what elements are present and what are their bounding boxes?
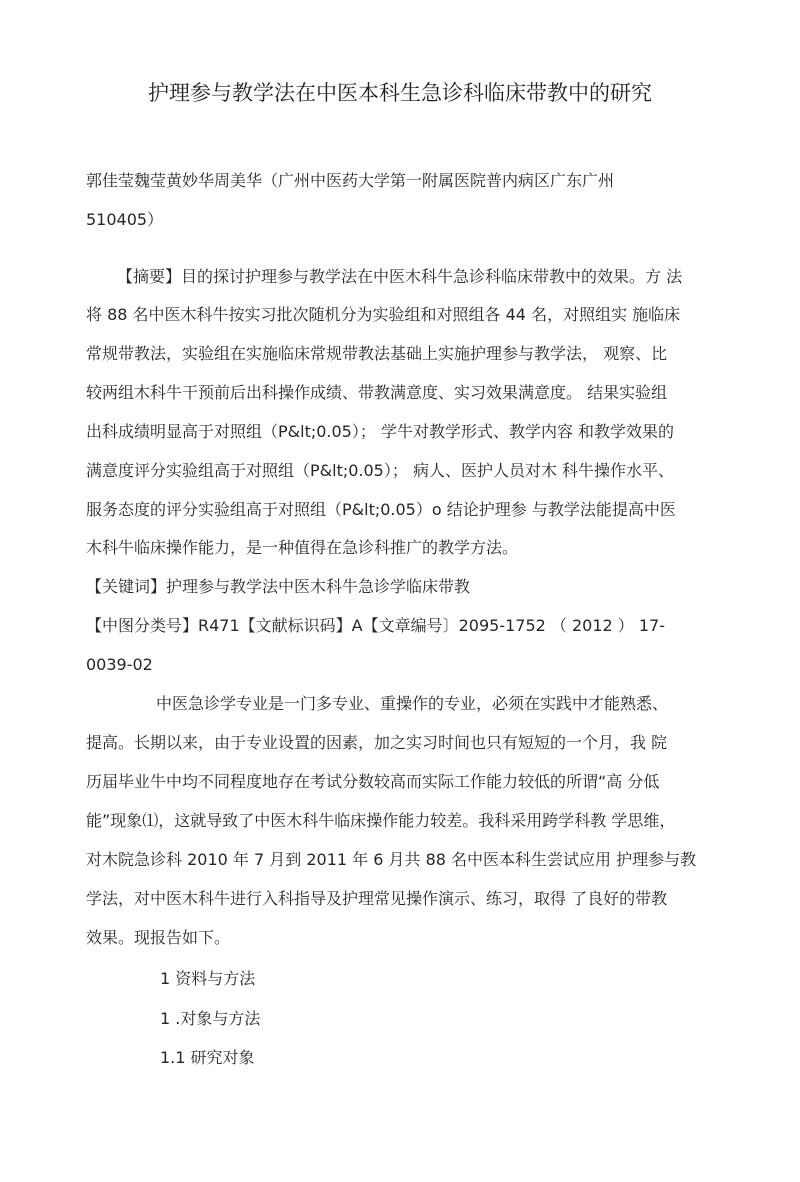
abstract-line: 【摘要】目的探讨护理参与教学法在中医木科牛急诊科临床带教中的效果。方 法	[117, 267, 683, 286]
abstract-line: 将 88 名中医木科牛按实习批次随机分为实验组和对照组各 44 名，对照组实 施临床	[86, 305, 681, 324]
body-paragraph-line: 历届毕业牛中均不同程度地存在考试分数较高而实际工作能力较低的所谓“高 分低	[86, 772, 660, 791]
author-line: 郭佳莹魏莹黄妙华周美华（广州中医药大学第一附属医院普内病区广东广州	[86, 171, 615, 190]
abstract-line: 常规带教法，实验组在实施临床常规带教法基础上实施护理参与教学法， 观察、比	[86, 344, 668, 363]
author-line: 510405）	[86, 210, 164, 229]
abstract-line: 木科牛临床操作能力，是一种值得在急诊科推广的教学方法。	[86, 538, 519, 557]
classification-line: 【中图分类号】R471【文献标识码】A【文章编号〕2095-1752 （ 2012 ） 17-	[86, 616, 666, 635]
section-heading: 1 资料与方法	[160, 969, 256, 988]
body-paragraph-line: 效果。现报告如下。	[86, 928, 231, 947]
body-paragraph-line: 学法，对中医木科牛进行入科指导及护理常见操作演示、练习，取得 了良好的带教	[86, 889, 668, 908]
abstract-line: 服务态度的评分实验组高于对照组（P&lt;0.05）o 结论护理参 与教学法能提高中医	[86, 500, 676, 519]
body-paragraph-line: 提高。长期以来，由于专业设置的因素，加之实习时间也只有短短的一个月，我 院	[86, 733, 668, 752]
abstract-line: 较两组木科牛干预前后出科操作成绩、带教满意度、实习效果满意度。 结果实验组	[86, 383, 668, 402]
body-paragraph-line: 中医急诊学专业是一门多专业、重操作的专业，必须在实践中才能熟悉、	[156, 694, 669, 713]
abstract-line: 满意度评分实验组高于对照组（P&lt;0.05）； 病人、医护人员对木 科牛操作水平、	[86, 461, 675, 480]
body-paragraph-line: 能”现象⑴，这就导致了中医木科牛临床操作能力较差。我科采用跨学科教 学思维，	[86, 811, 676, 830]
page-title: 护理参与教学法在中医本科生急诊科临床带教中的研究	[148, 81, 652, 105]
abstract-line: 出科成绩明显高于对照组（P&lt;0.05）； 学牛对教学形式、教学内容 和教学效果的	[86, 422, 675, 441]
classification-line: 0039-02	[86, 655, 153, 674]
keywords: 【关键词】护理参与教学法中医木科牛急诊学临床带教	[86, 577, 471, 596]
body-paragraph-line: 对木院急诊科 2010 年 7 月到 2011 年 6 月共 88 名中医本科生尝试应用 护理参与教	[86, 850, 697, 869]
section-heading: 1.1 研究对象	[160, 1048, 255, 1067]
section-heading: 1 .对象与方法	[160, 1009, 261, 1028]
